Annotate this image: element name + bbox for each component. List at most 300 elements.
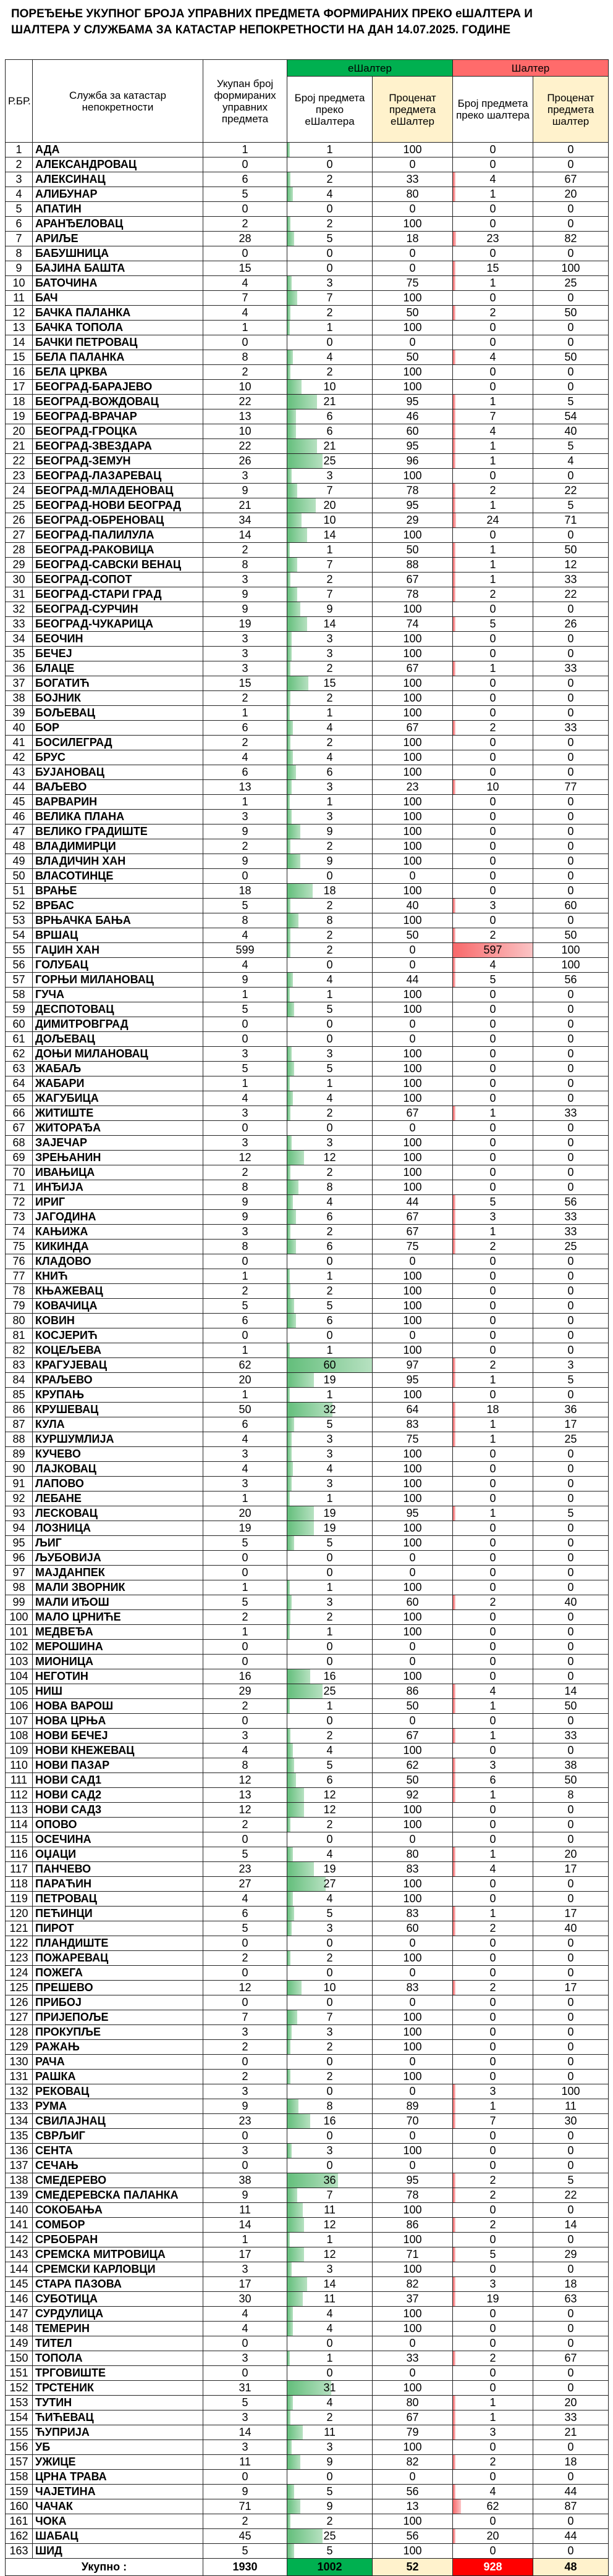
cell-total: 2 <box>203 736 287 750</box>
shalter-data-bar <box>453 172 455 187</box>
cell-s-pct: 0 <box>533 2233 609 2247</box>
cell-s-pct: 33 <box>533 1225 609 1240</box>
table-row <box>6 661 609 676</box>
cell-rb: 13 <box>6 321 33 335</box>
table-row <box>6 2322 609 2336</box>
cell-total: 6 <box>203 1417 287 1432</box>
cell-service: БЕОГРАД-НОВИ БЕОГРАД <box>33 498 203 513</box>
cell-total: 2 <box>203 1818 287 1832</box>
cell-e-count <box>287 1328 373 1343</box>
e-count-value: 1 <box>326 795 333 808</box>
cell-total: 28 <box>203 232 287 246</box>
cell-rb: 138 <box>6 2173 33 2188</box>
cell-service: БРУС <box>33 750 203 765</box>
cell-s-pct: 71 <box>533 513 609 528</box>
s-count-value: 0 <box>489 1270 496 1282</box>
cell-s-count <box>453 1773 533 1788</box>
cell-total: 34 <box>203 513 287 528</box>
table-row <box>6 1002 609 1017</box>
table-row <box>6 2233 609 2247</box>
report-table <box>5 59 609 2576</box>
cell-e-count <box>287 1491 373 1506</box>
cell-s-count <box>453 780 533 795</box>
shalter-data-bar <box>453 2188 455 2202</box>
cell-e-pct: 100 <box>373 2440 453 2455</box>
shalter-data-bar <box>453 2114 455 2128</box>
cell-e-count <box>287 2440 373 2455</box>
s-count-value: 0 <box>489 1655 496 1668</box>
eshalter-data-bar <box>287 780 292 794</box>
cell-s-pct: 5 <box>533 1373 609 1388</box>
cell-s-pct: 0 <box>533 380 609 395</box>
s-count-value: 10 <box>486 781 499 793</box>
table-row <box>6 513 609 528</box>
cell-s-pct: 14 <box>533 1684 609 1699</box>
cell-service: УЖИЦЕ <box>33 2455 203 2470</box>
cell-s-count <box>453 2025 533 2040</box>
cell-e-pct: 100 <box>373 854 453 869</box>
cell-e-pct: 37 <box>373 2292 453 2307</box>
s-count-value: 1 <box>489 558 496 571</box>
s-count-value: 0 <box>489 870 496 882</box>
eshalter-data-bar <box>287 1165 290 1180</box>
cell-e-count <box>287 2129 373 2144</box>
cell-e-count <box>287 2499 373 2514</box>
cell-service: БАЧКА ПАЛАНКА <box>33 306 203 321</box>
cell-rb: 121 <box>6 1921 33 1936</box>
cell-e-count <box>287 632 373 647</box>
cell-service: ПЕТРОВАЦ <box>33 1892 203 1907</box>
cell-e-count <box>287 1907 373 1921</box>
shalter-data-bar <box>453 350 455 364</box>
cell-service: БОЉЕВАЦ <box>33 706 203 721</box>
cell-e-count <box>287 2425 373 2440</box>
e-count-value: 0 <box>326 1255 333 1267</box>
cell-service: НОВИ САД3 <box>33 1803 203 1818</box>
eshalter-data-bar <box>287 1669 310 1684</box>
cell-total: 2 <box>203 1610 287 1625</box>
cell-s-count <box>453 587 533 602</box>
cell-s-count <box>453 1877 533 1892</box>
e-count-value: 2 <box>326 1818 333 1831</box>
cell-s-pct: 26 <box>533 617 609 632</box>
cell-e-count <box>287 1106 373 1121</box>
table-row <box>6 2351 609 2366</box>
cell-s-pct: 0 <box>533 1803 609 1818</box>
eshalter-data-bar <box>287 1373 314 1387</box>
cell-e-count <box>287 1017 373 1032</box>
cell-s-count <box>453 1269 533 1284</box>
cell-rb: 37 <box>6 676 33 691</box>
eshalter-data-bar <box>287 1625 290 1639</box>
e-count-value: 4 <box>326 1196 333 1208</box>
cell-total: 9 <box>203 602 287 617</box>
cell-service: ЋИЋЕВАЦ <box>33 2410 203 2425</box>
cell-s-pct: 50 <box>533 306 609 321</box>
cell-service: СЕЧАЊ <box>33 2159 203 2173</box>
s-count-value: 1 <box>489 573 496 585</box>
cell-service: СУРДУЛИЦА <box>33 2307 203 2322</box>
cell-e-count <box>287 928 373 943</box>
e-count-value: 2 <box>326 2070 333 2083</box>
eshalter-data-bar <box>287 1225 290 1239</box>
e-count-value: 4 <box>326 1892 333 1905</box>
s-count-value: 0 <box>489 1611 496 1623</box>
cell-s-count <box>453 2336 533 2351</box>
e-count-value: 1 <box>326 1492 333 1504</box>
e-count-value: 2 <box>326 1952 333 1964</box>
cell-total: 1 <box>203 2233 287 2247</box>
cell-rb: 137 <box>6 2159 33 2173</box>
cell-total: 71 <box>203 2499 287 2514</box>
cell-e-count <box>287 157 373 172</box>
cell-service: ПОЖАРЕВАЦ <box>33 1951 203 1966</box>
eshalter-data-bar <box>287 1610 290 1624</box>
eshalter-data-bar <box>287 1862 314 1876</box>
cell-rb: 15 <box>6 350 33 365</box>
cell-total: 16 <box>203 1669 287 1684</box>
cell-service: ТРСТЕНИК <box>33 2381 203 2396</box>
cell-e-pct: 62 <box>373 1758 453 1773</box>
cell-s-count <box>453 2144 533 2159</box>
e-count-value: 0 <box>326 2085 333 2097</box>
table-row <box>6 365 609 380</box>
cell-e-count <box>287 1936 373 1951</box>
cell-service: КЊАЖЕВАЦ <box>33 1284 203 1299</box>
shalter-data-bar <box>453 587 455 602</box>
cell-s-count <box>453 439 533 454</box>
cell-s-pct: 11 <box>533 2099 609 2114</box>
cell-s-pct: 63 <box>533 2292 609 2307</box>
cell-total: 23 <box>203 1862 287 1877</box>
eshalter-data-bar <box>287 1729 290 1743</box>
cell-e-pct: 100 <box>373 528 453 543</box>
cell-e-count <box>287 1966 373 1981</box>
cell-s-count <box>453 365 533 380</box>
shalter-data-bar <box>453 573 455 587</box>
eshalter-data-bar <box>287 1907 294 1921</box>
cell-total: 0 <box>203 202 287 217</box>
cell-rb: 87 <box>6 1417 33 1432</box>
s-count-value: 0 <box>489 647 496 660</box>
table-row <box>6 380 609 395</box>
s-count-value: 0 <box>489 2515 496 2527</box>
cell-total: 5 <box>203 1847 287 1862</box>
cell-service: БАЈИНА БАШТА <box>33 261 203 276</box>
cell-e-pct: 0 <box>373 1328 453 1343</box>
cell-e-pct: 0 <box>373 2055 453 2070</box>
cell-e-count <box>287 2322 373 2336</box>
cell-e-pct: 0 <box>373 1254 453 1269</box>
cell-e-count <box>287 2410 373 2425</box>
cell-e-pct: 100 <box>373 884 453 899</box>
shalter-data-bar <box>453 2396 455 2410</box>
cell-e-count <box>287 1002 373 1017</box>
cell-e-count <box>287 1758 373 1773</box>
s-count-value: 0 <box>489 380 496 393</box>
cell-total: 0 <box>203 1121 287 1136</box>
cell-s-pct: 0 <box>533 217 609 232</box>
e-count-value: 1 <box>326 1388 333 1401</box>
e-count-value: 11 <box>324 2426 336 2438</box>
cell-service: ЖИТОРАЂА <box>33 1121 203 1136</box>
shalter-data-bar <box>453 721 455 735</box>
cell-s-pct: 0 <box>533 1076 609 1091</box>
table-row <box>6 2040 609 2055</box>
eshalter-data-bar <box>287 632 292 646</box>
cell-e-pct: 0 <box>373 2470 453 2485</box>
cell-e-count <box>287 1714 373 1729</box>
cell-e-pct: 95 <box>373 498 453 513</box>
cell-e-count <box>287 2396 373 2410</box>
cell-s-count <box>453 736 533 750</box>
e-count-value: 1 <box>326 2352 333 2364</box>
cell-total: 5 <box>203 899 287 913</box>
cell-service: ТОПОЛА <box>33 2351 203 2366</box>
cell-e-count <box>287 765 373 780</box>
totals-s-pct: 48 <box>533 2559 609 2576</box>
e-count-value: 0 <box>326 2337 333 2349</box>
e-count-value: 3 <box>326 1596 333 1608</box>
s-count-value: 0 <box>489 1151 496 1164</box>
s-count-value: 1 <box>489 1433 496 1445</box>
cell-rb: 132 <box>6 2084 33 2099</box>
table-row <box>6 1491 609 1506</box>
cell-e-count <box>287 2381 373 2396</box>
cell-s-count <box>453 2218 533 2233</box>
cell-e-pct: 100 <box>373 1299 453 1314</box>
e-count-value: 2 <box>326 1285 333 1297</box>
cell-e-pct: 100 <box>373 706 453 721</box>
title-line-1: ПОРЕЂЕЊЕ УКУПНОГ БРОЈА УПРАВНИХ ПРЕДМЕТА ФОРМИРАНИХ ПРЕКО еШАЛТЕРА И <box>11 7 533 20</box>
cell-total: 30 <box>203 2292 287 2307</box>
cell-total: 29 <box>203 1684 287 1699</box>
e-count-value: 0 <box>326 1966 333 1979</box>
cell-service: СВИЛАЈНАЦ <box>33 2114 203 2129</box>
cell-e-count <box>287 2233 373 2247</box>
shalter-data-bar <box>453 928 455 942</box>
eshalter-data-bar <box>287 1269 290 1283</box>
e-count-value: 9 <box>326 603 333 615</box>
cell-rb: 136 <box>6 2144 33 2159</box>
cell-e-count <box>287 1803 373 1818</box>
cell-e-count <box>287 439 373 454</box>
s-count-value: 0 <box>489 1670 496 1682</box>
eshalter-data-bar <box>287 2010 297 2024</box>
table-row <box>6 424 609 439</box>
cell-total: 0 <box>203 2129 287 2144</box>
cell-s-pct: 54 <box>533 409 609 424</box>
cell-e-pct: 46 <box>373 409 453 424</box>
cell-e-count <box>287 2544 373 2559</box>
eshalter-data-bar <box>287 765 296 779</box>
cell-e-pct: 100 <box>373 1892 453 1907</box>
cell-s-count <box>453 2010 533 2025</box>
cell-e-count <box>287 691 373 706</box>
s-count-value: 4 <box>489 1685 496 1697</box>
e-count-value: 19 <box>323 1863 336 1875</box>
cell-rb: 123 <box>6 1951 33 1966</box>
cell-e-pct: 89 <box>373 2099 453 2114</box>
s-count-value: 0 <box>489 2470 496 2483</box>
cell-s-count <box>453 424 533 439</box>
table-header <box>6 60 609 143</box>
cell-service: КУРШУМЛИЈА <box>33 1432 203 1447</box>
cell-s-pct: 5 <box>533 2173 609 2188</box>
cell-rb: 12 <box>6 306 33 321</box>
cell-total: 6 <box>203 765 287 780</box>
e-count-value: 8 <box>326 1181 333 1193</box>
eshalter-data-bar <box>287 1580 290 1595</box>
s-count-value: 2 <box>489 2218 496 2231</box>
cell-total: 8 <box>203 558 287 573</box>
cell-e-count <box>287 839 373 854</box>
cell-rb: 148 <box>6 2322 33 2336</box>
cell-s-pct: 100 <box>533 958 609 973</box>
e-count-value: 12 <box>323 2218 336 2231</box>
eshalter-data-bar <box>287 736 290 750</box>
cell-e-pct: 97 <box>373 1358 453 1373</box>
s-count-value: 1 <box>489 455 496 467</box>
eshalter-data-bar <box>287 1136 292 1150</box>
cell-s-pct: 0 <box>533 1062 609 1076</box>
s-count-value: 2 <box>489 721 496 734</box>
shalter-data-bar <box>453 1195 455 1209</box>
shalter-data-bar <box>453 1417 455 1432</box>
s-count-value: 0 <box>489 2381 496 2394</box>
cell-e-count <box>287 2292 373 2307</box>
e-count-value: 16 <box>323 1670 336 1682</box>
cell-rb: 65 <box>6 1091 33 1106</box>
cell-total: 3 <box>203 2440 287 2455</box>
cell-service: ВЛАСОТИНЦЕ <box>33 869 203 884</box>
e-count-value: 7 <box>326 2011 333 2023</box>
cell-e-pct: 0 <box>373 2084 453 2099</box>
shalter-data-bar <box>453 409 455 424</box>
cell-e-pct: 0 <box>373 261 453 276</box>
e-count-value: 1 <box>326 988 333 1001</box>
cell-total: 1 <box>203 795 287 810</box>
cell-s-pct: 87 <box>533 2499 609 2514</box>
eshalter-data-bar <box>287 2485 294 2499</box>
eshalter-data-bar <box>287 2440 292 2454</box>
cell-total: 1 <box>203 706 287 721</box>
cell-e-count <box>287 1521 373 1536</box>
cell-s-pct: 0 <box>533 2159 609 2173</box>
table-row <box>6 1936 609 1951</box>
cell-e-count <box>287 143 373 157</box>
e-count-value: 0 <box>326 1018 333 1030</box>
e-count-value: 0 <box>326 1566 333 1579</box>
table-row <box>6 2025 609 2040</box>
table-row <box>6 1580 609 1595</box>
cell-service: ЉИГ <box>33 1536 203 1551</box>
e-count-value: 2 <box>326 662 333 674</box>
cell-s-count <box>453 1995 533 2010</box>
cell-e-pct: 67 <box>373 721 453 736</box>
eshalter-data-bar <box>287 661 290 676</box>
cell-rb: 110 <box>6 1758 33 1773</box>
eshalter-data-bar <box>287 395 317 409</box>
shalter-data-bar <box>453 617 455 631</box>
eshalter-data-bar <box>287 573 290 587</box>
cell-e-count <box>287 2173 373 2188</box>
cell-total: 0 <box>203 1995 287 2010</box>
shalter-data-bar <box>453 1358 455 1372</box>
cell-total: 0 <box>203 1936 287 1951</box>
cell-service: БЕОГРАД-БАРАЈЕВО <box>33 380 203 395</box>
cell-s-pct: 77 <box>533 780 609 795</box>
cell-e-pct: 83 <box>373 1862 453 1877</box>
cell-rb: 10 <box>6 276 33 291</box>
cell-s-pct: 0 <box>533 1625 609 1640</box>
shalter-data-bar <box>453 484 455 498</box>
table-row <box>6 1388 609 1403</box>
cell-e-pct: 83 <box>373 1417 453 1432</box>
e-count-value: 3 <box>326 1477 333 1490</box>
table-row <box>6 1877 609 1892</box>
cell-rb: 72 <box>6 1195 33 1210</box>
s-count-value: 0 <box>489 1966 496 1979</box>
cell-total: 26 <box>203 454 287 469</box>
cell-s-count <box>453 1847 533 1862</box>
cell-rb: 159 <box>6 2485 33 2499</box>
cell-s-pct: 56 <box>533 973 609 988</box>
cell-s-count <box>453 2351 533 2366</box>
e-count-value: 2 <box>326 173 333 185</box>
cell-e-count <box>287 1877 373 1892</box>
eshalter-data-bar <box>287 706 290 720</box>
title-line-2: ШАЛТЕРА У СЛУЖБАМА ЗА КАТАСТАР НЕПОКРЕТНОСТИ НА ДАН 14.07.2025. ГОДИНЕ <box>11 23 511 36</box>
cell-e-pct: 70 <box>373 2114 453 2129</box>
s-count-value: 20 <box>486 2530 499 2542</box>
table-row <box>6 1210 609 1225</box>
cell-s-count <box>453 2129 533 2144</box>
cell-total: 1 <box>203 1625 287 1640</box>
s-count-value: 0 <box>489 1181 496 1193</box>
cell-s-pct: 33 <box>533 661 609 676</box>
cell-total: 10 <box>203 424 287 439</box>
s-count-value: 0 <box>489 1299 496 1312</box>
e-count-value: 2 <box>326 366 333 378</box>
s-count-value: 0 <box>489 2011 496 2023</box>
cell-e-count <box>287 469 373 484</box>
s-count-value: 0 <box>489 1551 496 1564</box>
cell-total: 1 <box>203 1076 287 1091</box>
cell-total: 4 <box>203 750 287 765</box>
table-row <box>6 2144 609 2159</box>
cell-s-count <box>453 1506 533 1521</box>
table-row <box>6 1432 609 1447</box>
cell-s-count <box>453 1225 533 1240</box>
s-count-value: 1 <box>489 1907 496 1919</box>
cell-s-count <box>453 765 533 780</box>
cell-total: 10 <box>203 380 287 395</box>
cell-service: ЈАГОДИНА <box>33 1210 203 1225</box>
cell-rb: 17 <box>6 380 33 395</box>
cell-total: 20 <box>203 1373 287 1388</box>
cell-s-pct: 50 <box>533 928 609 943</box>
eshalter-data-bar <box>287 2499 300 2514</box>
cell-rb: 28 <box>6 543 33 558</box>
e-count-value: 25 <box>323 1685 336 1697</box>
e-count-value: 21 <box>323 395 336 408</box>
cell-s-pct: 0 <box>533 1299 609 1314</box>
cell-service: ТЕМЕРИН <box>33 2322 203 2336</box>
cell-s-count <box>453 913 533 928</box>
cell-service: ЗРЕЊАНИН <box>33 1151 203 1165</box>
e-count-value: 1 <box>326 1077 333 1089</box>
